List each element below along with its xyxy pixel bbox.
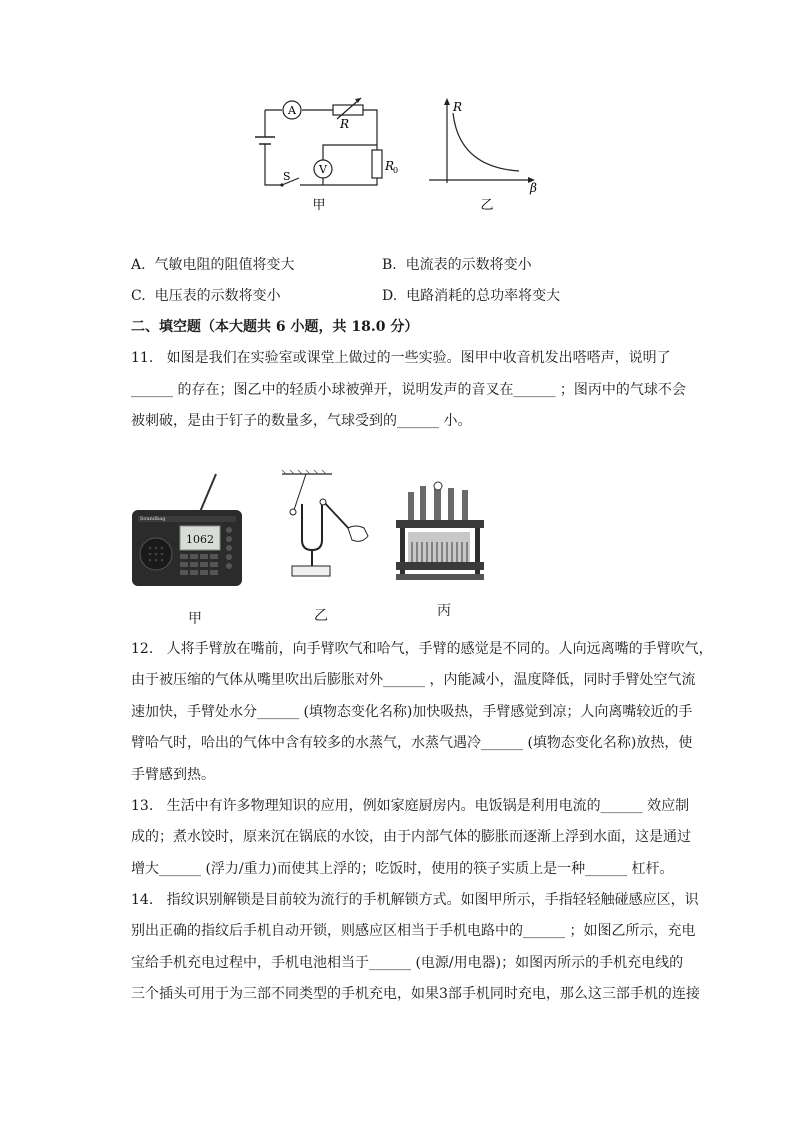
- nail-bed-caption: 丙: [437, 603, 451, 619]
- choice-c-text: 电压表的示数将变小: [154, 288, 281, 304]
- tuning-fork-caption: 乙: [314, 608, 328, 624]
- q12-line-2: 由于被压缩的气体从嘴里吹出后膨胀对外______ ，内能减小，温度降低，同时手臂处空气流: [131, 672, 696, 688]
- q11-text-1: 如图是我们在实验室或课堂上做过的一些实验。图甲中收音机发出嗒嗒声，说明了: [166, 350, 671, 366]
- rheostat-label: R: [340, 117, 350, 131]
- resistor-subscript: 0: [393, 166, 399, 175]
- q12-line-4: 臂哈气时，哈出的气体中含有较多的水蒸气，水蒸气遇冷______ (填物态变化名称)放热，使: [131, 735, 693, 751]
- choice-b: [382, 254, 532, 274]
- choice-c-letter: C.: [131, 288, 146, 304]
- ammeter-label: A: [288, 104, 296, 117]
- graph-caption: 乙: [480, 198, 494, 213]
- choice-a: [131, 254, 294, 274]
- radio-display-text: 1062: [186, 533, 214, 546]
- tuning-fork-figure: [278, 470, 378, 590]
- q14-line-1: [131, 889, 699, 909]
- q14-line-3: 宝给手机充电过程中，手机电池相当于______ (电源/用电器)；如图丙所示的手机充电线的: [131, 955, 684, 971]
- radio-caption: 甲: [188, 611, 202, 627]
- choice-b-text: 电流表的示数将变小: [405, 257, 532, 273]
- q13-line-2: 成的；煮水饺时，原来沉在锅底的水饺，由于内部气体的膨胀而逐渐上浮到水面，这是通过: [131, 829, 691, 845]
- choice-d-letter: D.: [382, 288, 398, 304]
- q11-line-2: ______ 的存在；图乙中的轻质小球被弹开，说明发声的音叉在______ ；图丙中的气球不会: [131, 382, 686, 398]
- graph-diagram: [425, 95, 545, 215]
- q13-line-1: [131, 795, 691, 815]
- q11-line-3: 被刺破，是由于钉子的数量多，气球受到的______ 小。: [131, 413, 472, 429]
- circuit-diagram: [245, 92, 399, 217]
- choice-c: [131, 285, 281, 305]
- choice-b-letter: B.: [382, 257, 397, 273]
- resistor-label: R: [385, 159, 395, 173]
- q14-line-4: 三个插头可用于为三部不同类型的手机充电，如果3部手机同时充电，那么这三部手机的连接: [131, 986, 700, 1002]
- radio-brand: Soundbag: [140, 516, 166, 522]
- q13-text-1: 生活中有许多物理知识的应用，例如家庭厨房内。电饭锅是利用电流的______ 效应制: [166, 798, 690, 814]
- q11-number: 11.: [131, 350, 154, 366]
- choice-d: [382, 285, 560, 305]
- q11-line-1: [131, 347, 691, 367]
- choice-a-letter: A.: [131, 257, 146, 273]
- graph-x-label: β: [530, 181, 537, 195]
- circuit-caption: 甲: [312, 198, 326, 213]
- radio-figure: [128, 470, 248, 590]
- q12-line-1: [131, 638, 713, 658]
- section-title: 二、填空题（本大题共 6 小题，共 18.0 分）: [131, 319, 419, 335]
- choice-d-text: 电路消耗的总功率将变大: [406, 288, 561, 304]
- q14-line-2: 别出正确的指纹后手机自动开锁，则感应区相当于手机电路中的______ ；如图乙所示，充电: [131, 923, 696, 939]
- q13-number: 13.: [131, 798, 154, 814]
- choice-a-text: 气敏电阻的阻值将变大: [154, 257, 295, 273]
- q12-text-1: 人将手臂放在嘴前，向手臂吹气和哈气，手臂的感觉是不同的。人向远离嘴的手臂吹气，: [166, 641, 713, 657]
- q14-text-1: 指纹识别解锁是目前较为流行的手机解锁方式。如图甲所示，手指轻轻触碰感应区，识: [166, 892, 699, 908]
- q14-number: 14.: [131, 892, 154, 908]
- voltmeter-label: V: [319, 163, 327, 176]
- q13-line-3: 增大______ (浮力/重力)而使其上浮的；吃饭时，使用的筷子实质上是一种______ 杠杆。: [131, 861, 674, 877]
- q12-number: 12.: [131, 641, 154, 657]
- nail-bed-figure: [390, 476, 490, 584]
- q12-line-3: 速加快，手臂处水分______ (填物态变化名称)加快吸热，手臂感觉到凉；人向离嘴较近的手: [131, 704, 693, 720]
- q12-line-5: 手臂感到热。: [131, 767, 215, 783]
- graph-y-label: R: [453, 100, 463, 114]
- switch-label: S: [283, 170, 291, 183]
